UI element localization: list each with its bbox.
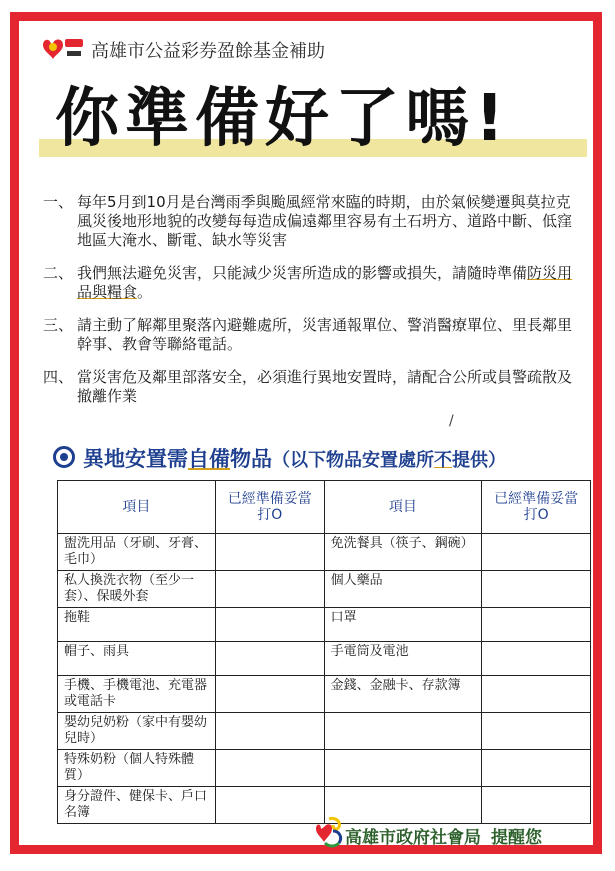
item-text-emphasis: 防災用品與糧食 — [77, 264, 573, 301]
supplies-table — [57, 480, 591, 824]
check-cell[interactable] — [215, 571, 324, 608]
item-cell: 帽子、雨具 — [58, 642, 216, 676]
table-row — [58, 534, 591, 571]
item-cell — [324, 713, 482, 750]
item-cell: 口罩 — [324, 608, 482, 642]
column-header-check: 已經準備妥當打O — [482, 481, 591, 534]
item-number: 一、 — [43, 193, 74, 211]
table-header-row — [58, 481, 591, 534]
check-cell[interactable] — [482, 676, 591, 713]
check-cell[interactable] — [482, 571, 591, 608]
check-cell[interactable] — [482, 534, 591, 571]
header — [41, 29, 581, 69]
check-cell[interactable] — [482, 642, 591, 676]
item-text: 每年5月到10月是台灣雨季與颱風經常來臨的時期，由於氣候變遷與莫拉克風災後地形地貌的改變每每造成偏遠鄰里容易有土石坍方、道路中斷、低窪地區大淹水、斷電、缺水等災害 — [77, 193, 573, 249]
check-cell[interactable] — [482, 608, 591, 642]
table-row — [58, 750, 591, 787]
item-cell: 特殊奶粉（個人特殊體質） — [58, 750, 216, 787]
poster — [10, 12, 602, 854]
item-cell: 拖鞋 — [58, 608, 216, 642]
check-cell[interactable] — [215, 534, 324, 571]
subsidy-text: 高雄市公益彩券盈餘基金補助 — [91, 41, 325, 62]
item-number: 二、 — [43, 264, 74, 282]
check-cell[interactable] — [215, 750, 324, 787]
notice-list — [43, 193, 583, 420]
item-cell: 手機、手機電池、充電器或電話卡 — [58, 676, 216, 713]
circle-bullet-icon — [53, 446, 75, 468]
table-row — [58, 676, 591, 713]
table-row — [58, 608, 591, 642]
check-cell[interactable] — [215, 608, 324, 642]
table-row — [58, 642, 591, 676]
item-number: 三、 — [43, 316, 74, 334]
item-cell: 個人藥品 — [324, 571, 482, 608]
table-row — [58, 571, 591, 608]
item-text: 請主動了解鄰里聚落內避難處所，災害通報單位、警消醫療單位、里長鄰里幹事、教會等聯絡電話。 — [77, 316, 573, 353]
check-cell[interactable] — [215, 787, 324, 824]
item-number: 四、 — [43, 368, 74, 386]
note-part: （以下物品安置處所 — [272, 450, 434, 471]
item-cell: 私人換洗衣物（至少一套）、保暖外套 — [58, 571, 216, 608]
stray-mark: / — [449, 413, 454, 429]
supplies-note — [272, 450, 506, 471]
title-emphasis: 自備 — [188, 447, 230, 471]
bureau-logo-icon — [315, 815, 345, 849]
heart-logo-icon — [41, 33, 85, 67]
list-item — [43, 264, 583, 302]
item-text — [77, 264, 583, 302]
column-header-item: 項目 — [324, 481, 482, 534]
list-item — [43, 193, 583, 250]
title-part: 異地安置需 — [83, 447, 188, 471]
footer-remind: 提醒您 — [491, 828, 542, 848]
supplies-heading — [53, 441, 593, 475]
item-cell: 盥洗用品（牙刷、牙膏、毛巾） — [58, 534, 216, 571]
title-part: 物品 — [230, 447, 272, 471]
footer-text — [345, 823, 542, 848]
item-text-part: 我們無法避免災害，只能減少災害所造成的影響或損失，請隨時準備 — [77, 264, 528, 282]
column-header-check: 已經準備妥當打O — [215, 481, 324, 534]
item-cell: 金錢、金融卡、存款簿 — [324, 676, 482, 713]
item-cell — [324, 750, 482, 787]
check-cell[interactable] — [215, 642, 324, 676]
page-title: 你準備好了嗎! — [55, 82, 511, 156]
check-cell[interactable] — [482, 750, 591, 787]
note-emphasis: 不 — [434, 450, 452, 471]
note-part: 提供） — [452, 450, 506, 471]
supplies-title — [83, 443, 506, 473]
list-item — [43, 368, 583, 406]
table-row — [58, 713, 591, 750]
check-cell[interactable] — [482, 713, 591, 750]
check-cell[interactable] — [215, 713, 324, 750]
footer — [311, 813, 601, 853]
item-text-part: 。 — [137, 283, 153, 301]
item-cell: 免洗餐具（筷子、鋼碗） — [324, 534, 482, 571]
list-item — [43, 316, 583, 354]
column-header-item: 項目 — [58, 481, 216, 534]
item-cell: 嬰幼兒奶粉（家中有嬰幼兒時） — [58, 713, 216, 750]
check-cell[interactable] — [215, 676, 324, 713]
item-cell: 身分證件、健保卡、戶口名簿 — [58, 787, 216, 824]
footer-org: 高雄市政府社會局 — [345, 828, 481, 848]
item-cell: 手電筒及電池 — [324, 642, 482, 676]
item-text: 當災害危及鄰里部落安全，必須進行異地安置時，請配合公所或員警疏散及撤離作業 — [77, 368, 573, 405]
